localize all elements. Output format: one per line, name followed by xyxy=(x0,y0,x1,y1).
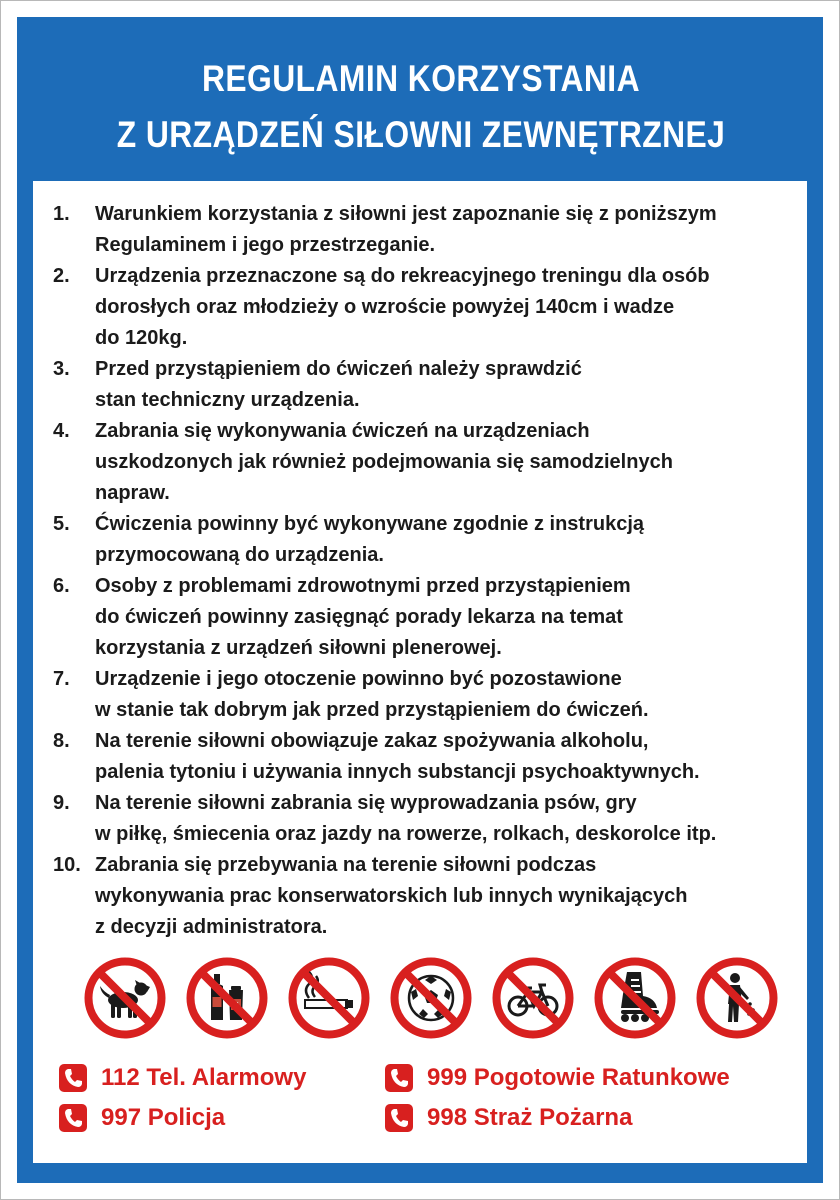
rule-item xyxy=(53,850,805,943)
phone-icon xyxy=(385,1064,413,1092)
contact-label: 999 Pogotowie Ratunkowe xyxy=(427,1064,730,1091)
no-littering-icon xyxy=(695,956,779,1040)
rule-line: w piłkę, śmiecenia oraz jazdy na rowerze, rolkach, deskorolce itp. xyxy=(95,823,717,845)
phone-icon xyxy=(59,1064,87,1092)
rules-list xyxy=(53,199,805,943)
rule-item xyxy=(53,416,805,509)
rule-line: Ćwiczenia powinny być wykonywane zgodnie z instrukcją xyxy=(95,513,645,535)
rule-line: dorosłych oraz młodzieży o wzroście powyżej 140cm i wadze xyxy=(95,296,675,318)
rule-number: 9. xyxy=(53,792,70,814)
rule-line: Warunkiem korzystania z siłowni jest zapoznanie się z poniższym xyxy=(95,203,717,225)
rule-line: do ćwiczeń powinny zasięgnąć porady lekarza na temat xyxy=(95,606,623,628)
rule-number: 3. xyxy=(53,358,70,380)
rule-line: Na terenie siłowni zabrania się wyprowadzania psów, gry xyxy=(95,792,637,814)
rule-number: 8. xyxy=(53,730,70,752)
rule-line: stan techniczny urządzenia. xyxy=(95,389,360,411)
rule-line: Regulaminem i jego przestrzeganie. xyxy=(95,234,436,256)
title-line-1: REGULAMIN KORZYSTANIA xyxy=(201,58,640,99)
rule-line: Zabrania się wykonywania ćwiczeń na urządzeniach xyxy=(95,420,590,442)
rule-line: uszkodzonych jak również podejmowania się samodzielnych xyxy=(95,451,673,473)
rule-number: 2. xyxy=(53,265,70,287)
rule-line: przymocowaną do urządzenia. xyxy=(95,544,384,566)
rule-line: z decyzji administratora. xyxy=(95,916,328,938)
rule-number: 6. xyxy=(53,575,70,597)
contact-label: 997 Policja xyxy=(101,1104,226,1131)
rule-number: 5. xyxy=(53,513,70,535)
rule-number: 7. xyxy=(53,668,70,690)
rule-line: wykonywania prac konserwatorskich lub innych wynikających xyxy=(95,885,688,907)
contact-label: 998 Straż Pożarna xyxy=(427,1104,633,1131)
no-ball-games-icon xyxy=(389,956,473,1040)
rule-item xyxy=(53,354,805,416)
rule-item xyxy=(53,788,805,850)
rule-number: 1. xyxy=(53,203,70,225)
no-dogs-icon xyxy=(83,956,167,1040)
no-smoking-icon xyxy=(287,956,371,1040)
sign-title xyxy=(60,51,782,163)
rule-line: Na terenie siłowni obowiązuje zakaz spożywania alkoholu, xyxy=(95,730,649,752)
rule-item xyxy=(53,571,805,664)
rule-line: napraw. xyxy=(95,482,170,504)
no-alcohol-icon xyxy=(185,956,269,1040)
contact-label: 112 Tel. Alarmowy xyxy=(101,1064,307,1091)
rule-line: palenia tytoniu i używania innych substancji psychoaktywnych. xyxy=(95,761,700,783)
rule-item xyxy=(53,261,805,354)
rule-line: Urządzenie i jego otoczenie powinno być pozostawione xyxy=(95,668,622,690)
rule-item xyxy=(53,726,805,788)
prohibition-icons-row xyxy=(83,956,783,1046)
phone-icon xyxy=(385,1104,413,1132)
title-line-2: Z URZĄDZEŃ SIŁOWNI ZEWNĘTRZNEJ xyxy=(116,114,726,155)
rule-line: w stanie tak dobrym jak przed przystąpieniem do ćwiczeń. xyxy=(95,699,649,721)
rule-line: Urządzenia przeznaczone są do rekreacyjnego treningu dla osób xyxy=(95,265,710,287)
rule-item xyxy=(53,199,805,261)
rule-number: 4. xyxy=(53,420,70,442)
rule-line: do 120kg. xyxy=(95,327,188,349)
no-rollerblades-icon xyxy=(593,956,677,1040)
rule-line: Osoby z problemami zdrowotnymi przed przystąpieniem xyxy=(95,575,631,597)
rule-line: korzystania z urządzeń siłowni plenerowej. xyxy=(95,637,502,659)
rule-line: Przed przystąpieniem do ćwiczeń należy sprawdzić xyxy=(95,358,582,380)
no-bicycles-icon xyxy=(491,956,575,1040)
phone-icon xyxy=(59,1104,87,1132)
emergency-contacts xyxy=(59,1061,819,1151)
rule-item xyxy=(53,509,805,571)
rule-number: 10. xyxy=(53,854,81,876)
rule-line: Zabrania się przebywania na terenie siłowni podczas xyxy=(95,854,597,876)
rule-item xyxy=(53,664,805,726)
